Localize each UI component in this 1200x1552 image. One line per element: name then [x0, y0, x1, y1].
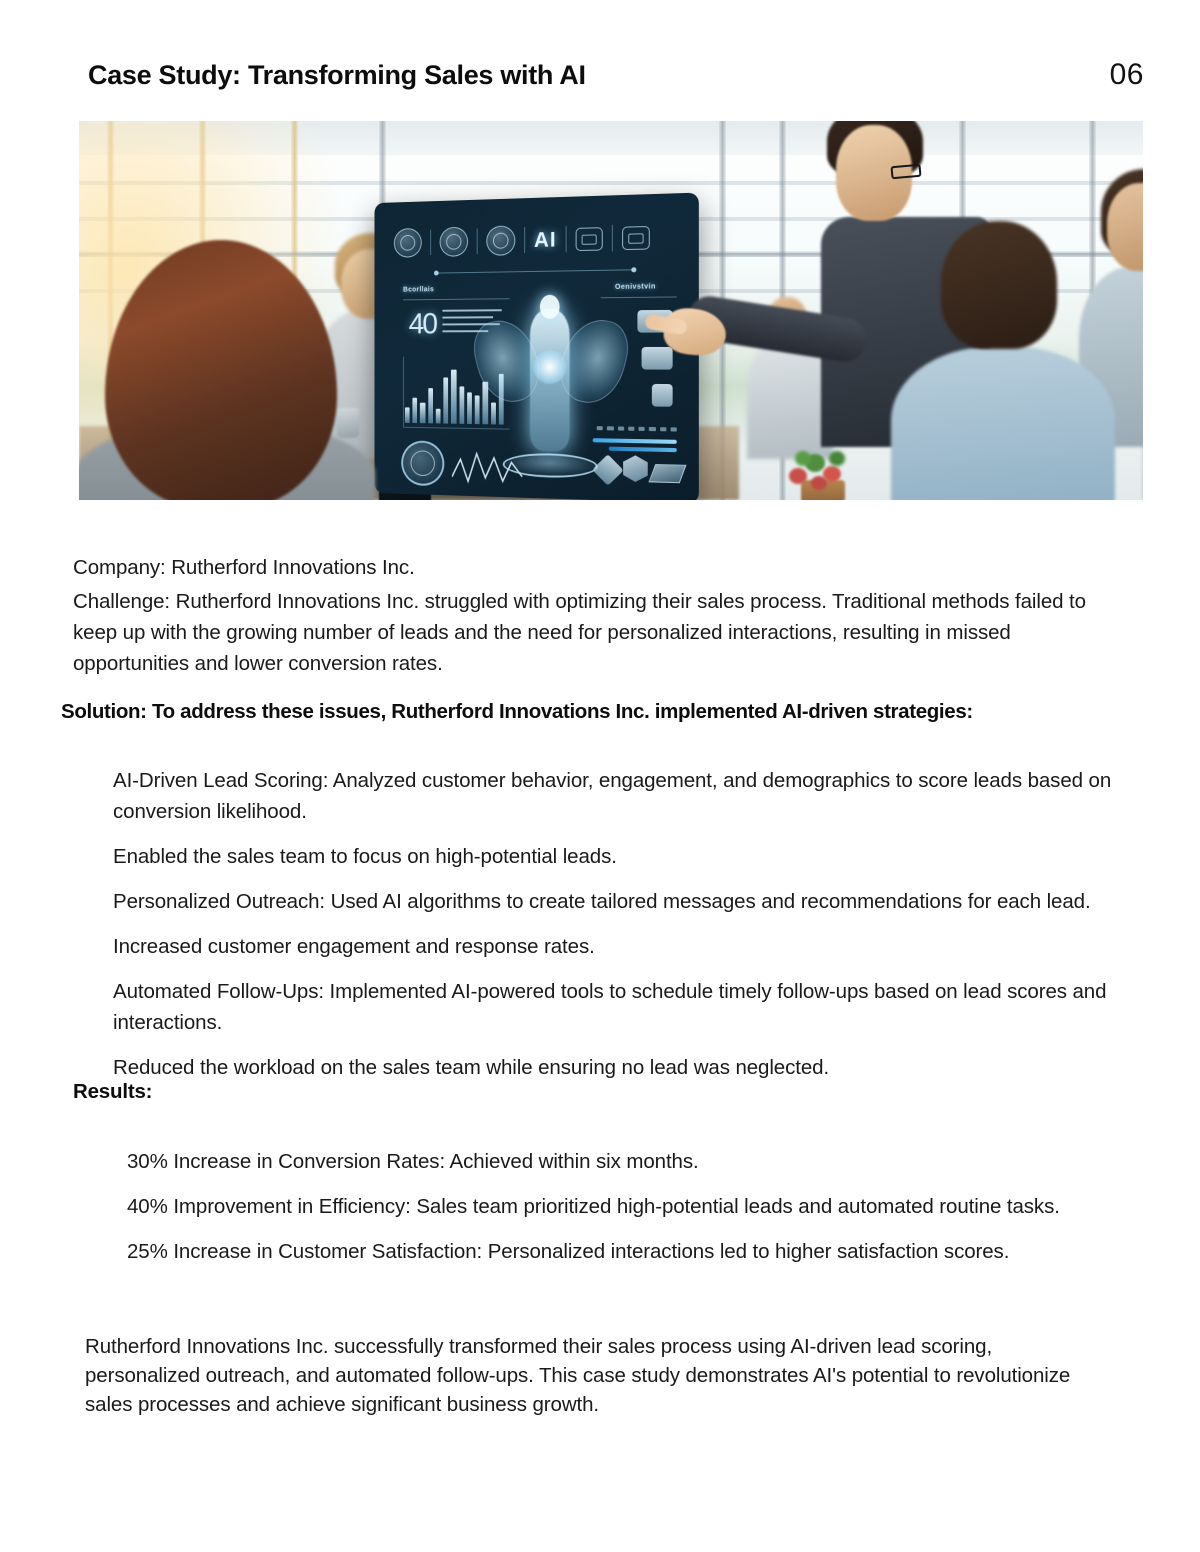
person-foreground-body [891, 347, 1115, 500]
left-panel-label: Bcorllais [403, 286, 435, 294]
profile-icon [440, 227, 468, 257]
solution-list [113, 765, 1133, 1083]
widget-card-3 [652, 384, 673, 407]
solution-list-item: Automated Follow-Ups: Implemented AI-powered tools to schedule timely follow-ups based on lead scores and interactions. [113, 980, 1107, 1034]
shape-parallelogram [648, 464, 686, 483]
company-paragraph: Company: Rutherford Innovations Inc. [73, 556, 415, 579]
solution-list-item: Increased customer engagement and response rates. [113, 935, 595, 958]
results-list [127, 1146, 1127, 1267]
page-number: 06 [1109, 58, 1144, 91]
challenge-paragraph: Challenge: Rutherford Innovations Inc. struggled with optimizing their sales process. Traditional methods failed to keep up with the growing number of leads and the need for personalized interactions, resulting in missed opportunities and lower conversion rates. [73, 590, 1086, 675]
results-heading: Results: [73, 1080, 153, 1103]
message-icon [622, 225, 650, 249]
ai-label: AI [533, 227, 557, 252]
solution-heading: Solution: To address these issues, Rutherford Innovations Inc. implemented AI-driven strategies: [61, 700, 973, 723]
conclusion-paragraph: Rutherford Innovations Inc. successfully transformed their sales process using AI-driven lead scoring, personalized outreach, and automated follow-ups. This case study demonstrates AI's potential to revolutionize sales processes and achieve significant business growth. [85, 1335, 1071, 1416]
dashboard-icon-bar [394, 213, 679, 266]
solution-list-item: Enabled the sales team to focus on high-potential leads. [113, 845, 617, 868]
timeline-slider [437, 269, 634, 273]
right-panel-label: Oenivstvin [614, 283, 656, 291]
left-panel-metric: 40 [408, 307, 437, 341]
hologram-platform [503, 452, 598, 479]
ai-dashboard-display [375, 193, 699, 500]
results-list-item: 40% Improvement in Efficiency: Sales team prioritized high-potential leads and automated routine tasks. [127, 1195, 1060, 1218]
widget-card-2 [642, 347, 673, 370]
progress-bar-2 [609, 447, 677, 453]
hero-scene [79, 121, 1143, 500]
results-list-item: 25% Increase in Customer Satisfaction: Personalized interactions led to higher satisfaction scores. [127, 1240, 1010, 1263]
hologram-figure [486, 288, 615, 481]
page-header [88, 58, 1144, 92]
hero-image [79, 121, 1143, 500]
solution-list-item: AI-Driven Lead Scoring: Analyzed customer behavior, engagement, and demographics to score leads based on conversion likelihood. [113, 769, 1112, 823]
solution-list-item: Reduced the workload on the sales team while ensuring no lead was neglected. [113, 1056, 830, 1079]
cup [337, 408, 359, 438]
analytics-icon [394, 228, 422, 258]
flower-arrangement [779, 434, 865, 500]
solution-list-item: Personalized Outreach: Used AI algorithms to create tailored messages and recommendations for each lead. [113, 890, 1091, 913]
shape-hexagon [623, 455, 648, 482]
glasses-icon [890, 164, 921, 180]
page-title: Case Study: Transforming Sales with AI [88, 60, 586, 90]
user-badge-icon [401, 440, 444, 486]
results-list-item: 30% Increase in Conversion Rates: Achieved within six months. [127, 1150, 699, 1173]
gear-icon [486, 225, 515, 255]
chat-icon [576, 227, 603, 251]
person-foreground-head [941, 221, 1057, 349]
